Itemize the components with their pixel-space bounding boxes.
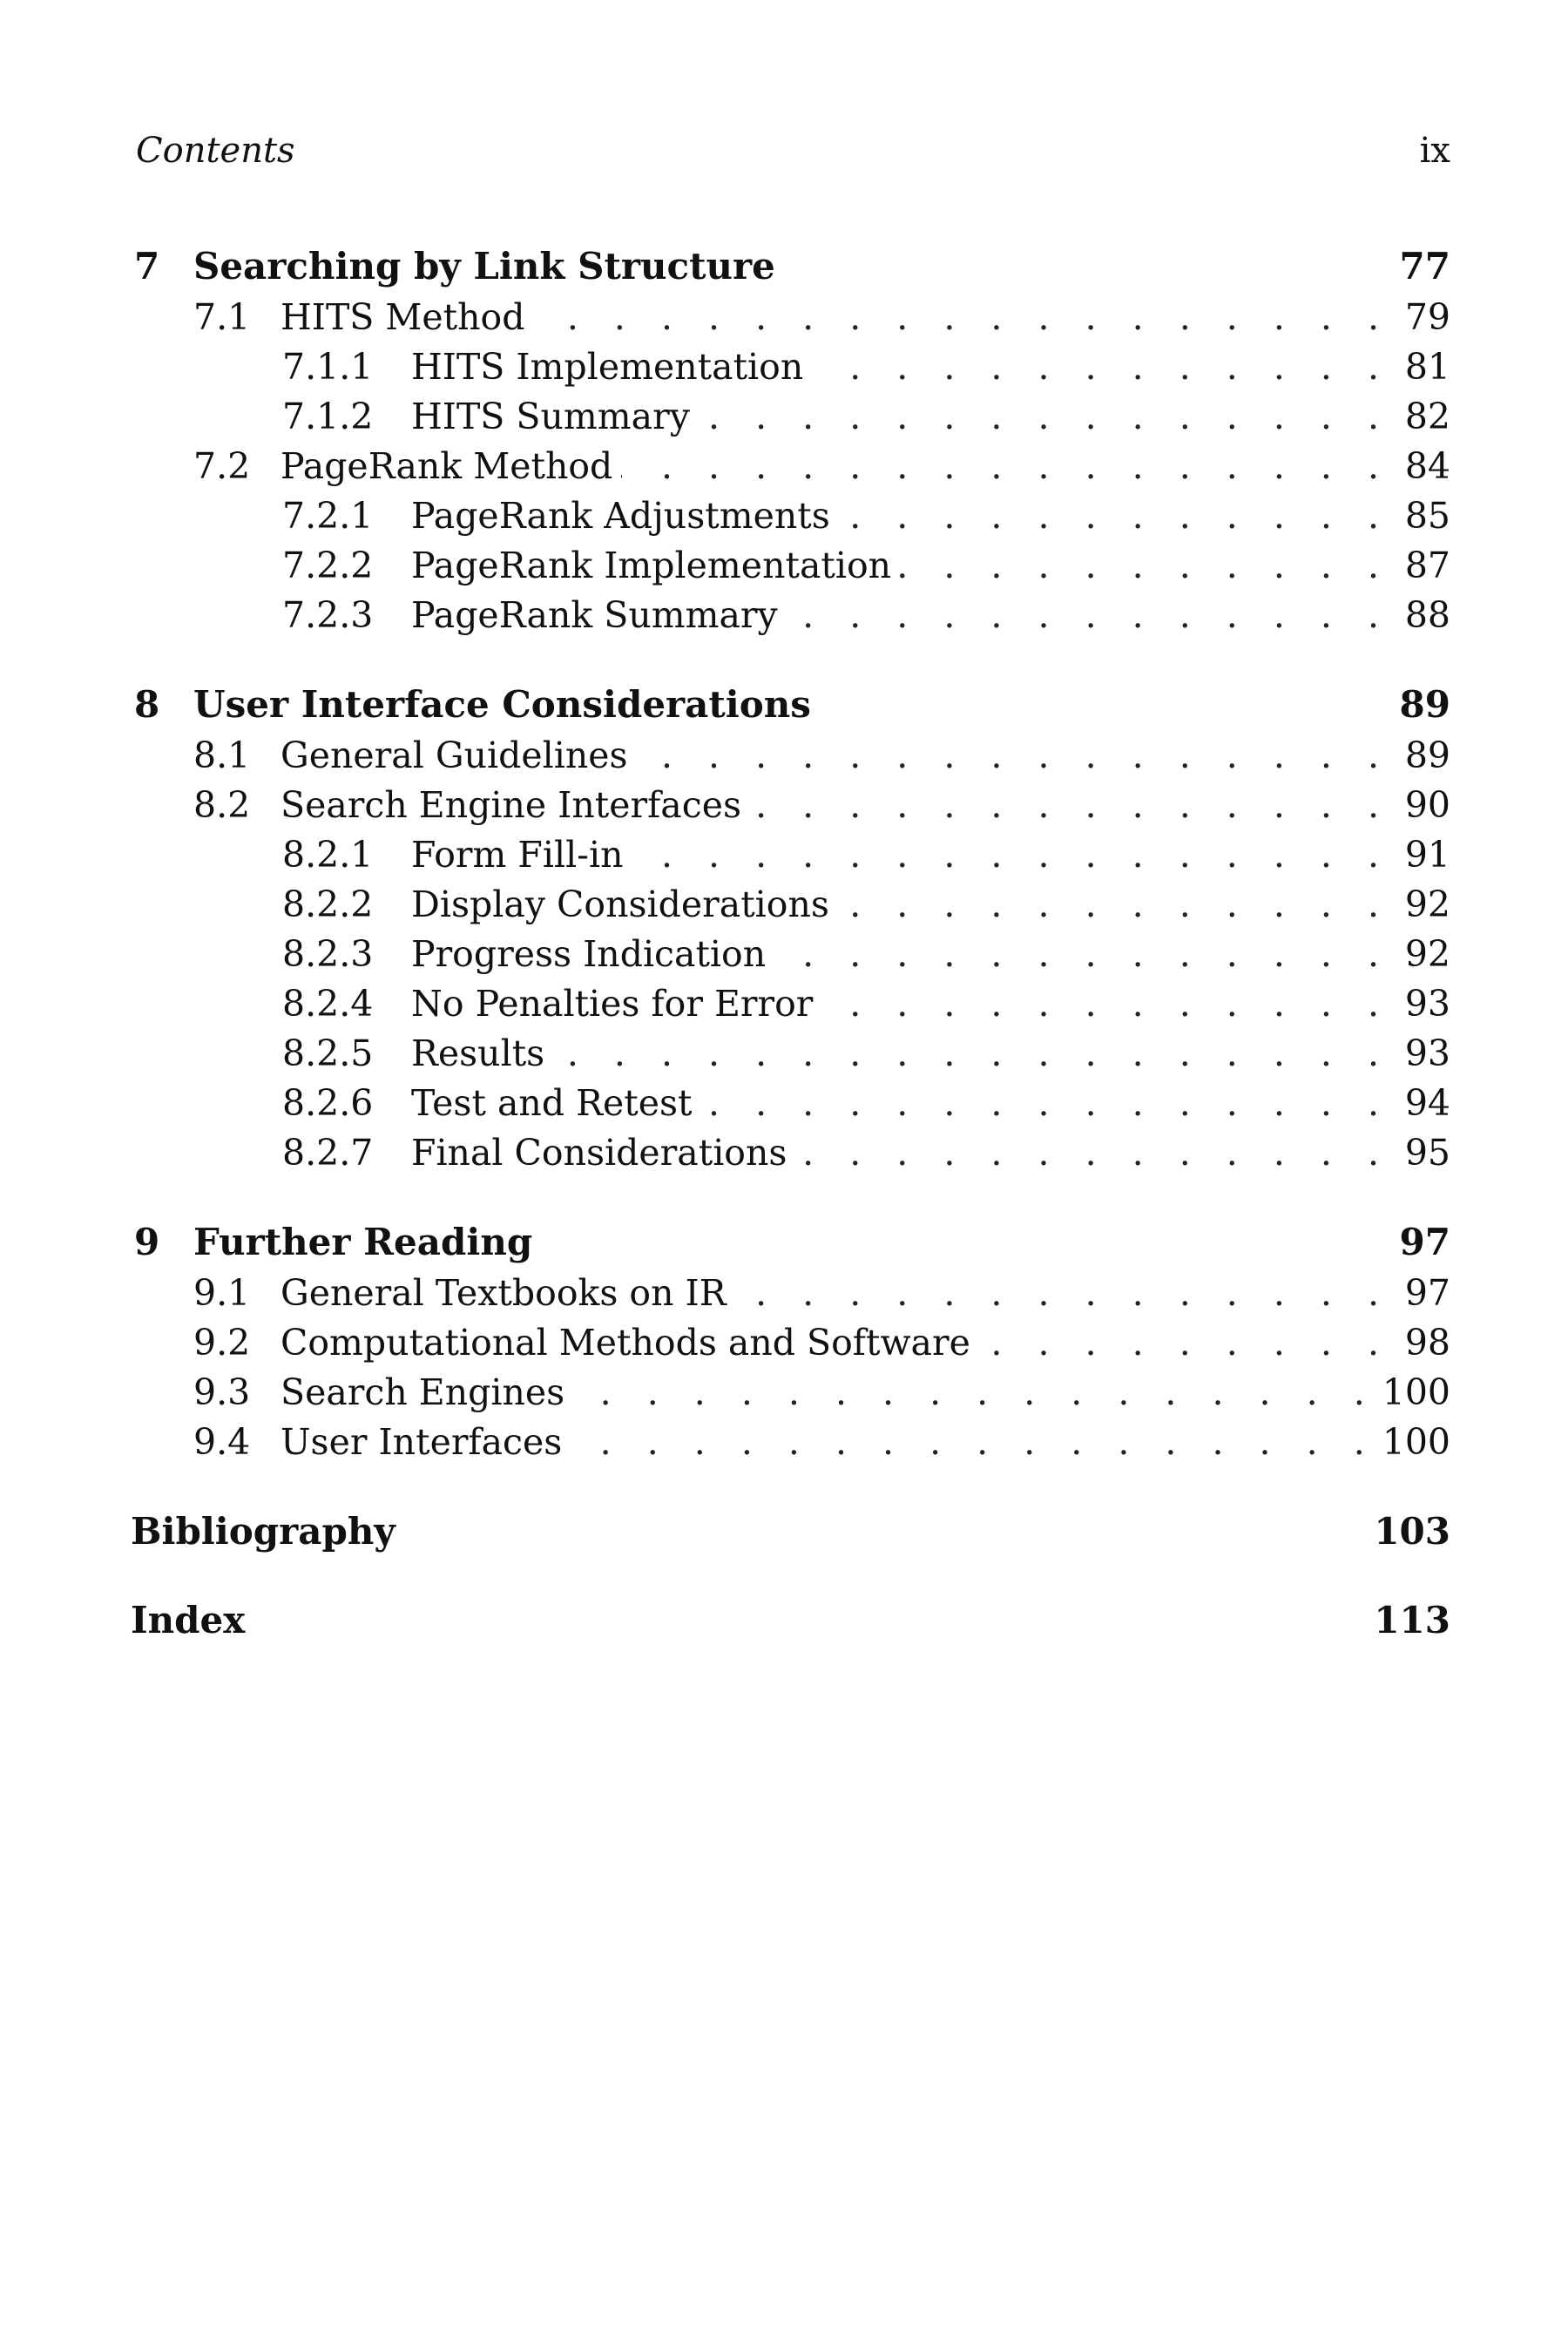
dot-leader [979,1318,1391,1368]
toc-subsection-entry[interactable] [131,342,1450,392]
section-number: 8.1 [193,734,251,776]
section-title: HITS Method [280,296,525,338]
toc-subsection-entry[interactable] [131,591,1450,640]
toc-section-entry[interactable] [131,781,1450,830]
toc-chapter-entry[interactable] [131,679,1450,731]
chapter-number: 8 [134,683,160,726]
subsection-page: 91 [1404,834,1450,876]
section-page: 89 [1404,734,1450,776]
subsection-title: No Penalties for Error [411,983,814,1025]
subsection-title: Test and Retest [411,1082,693,1124]
toc-subsection-entry[interactable] [131,930,1450,979]
toc-index-entry[interactable] [131,1594,1450,1647]
dot-leader [699,392,1391,442]
backmatter-page: 113 [1374,1599,1450,1641]
section-number: 9.4 [193,1421,251,1463]
toc-subsection-entry[interactable] [131,880,1450,930]
toc-chapter-9 [131,1216,1450,1467]
section-number: 9.3 [193,1371,251,1413]
subsection-number: 8.2.7 [282,1132,374,1174]
backmatter-title: Index [131,1599,246,1641]
page [131,122,1450,1683]
toc-section-entry[interactable] [131,442,1450,491]
chapter-number: 7 [134,245,160,288]
toc-section-entry[interactable] [131,1318,1450,1368]
section-title: Computational Methods and Software [280,1322,970,1364]
dot-leader [637,731,1391,781]
subsection-page: 82 [1404,396,1450,437]
subsection-number: 7.1.1 [282,346,374,388]
subsection-page: 88 [1404,594,1450,636]
dot-leader [533,293,1391,342]
section-number: 8.2 [193,784,251,826]
subsection-title: HITS Implementation [411,346,804,388]
toc-subsection-entry[interactable] [131,1079,1450,1128]
backmatter-title: Bibliography [131,1510,395,1553]
dot-leader [573,1368,1377,1418]
subsection-number: 7.2.1 [282,495,374,537]
dot-leader [774,930,1391,979]
section-number: 7.2 [193,445,251,487]
toc-chapter-entry[interactable] [131,1216,1450,1269]
dot-leader [553,1029,1391,1079]
section-number: 9.1 [193,1272,251,1314]
section-title: User Interfaces [280,1421,563,1463]
toc-subsection-entry[interactable] [131,830,1450,880]
dot-leader [571,1418,1376,1467]
toc-backmatter [131,1506,1450,1647]
toc-subsection-entry[interactable] [131,979,1450,1029]
running-title: Contents [136,131,295,171]
chapter-title: Further Reading [193,1221,533,1263]
subsection-page: 92 [1404,883,1450,925]
subsection-number: 8.2.4 [282,983,374,1025]
toc-subsection-entry[interactable] [131,1029,1450,1079]
page-number: ix [1419,131,1450,171]
section-title: Search Engines [280,1371,565,1413]
subsection-page: 92 [1404,933,1450,975]
table-of-contents [131,240,1450,1647]
toc-bibliography-entry[interactable] [131,1506,1450,1558]
section-title: General Textbooks on IR [280,1272,727,1314]
section-title: PageRank Method [280,445,613,487]
dot-leader [839,491,1391,541]
chapter-title: User Interface Considerations [193,683,811,726]
chapter-page: 77 [1399,245,1450,288]
subsection-number: 8.2.2 [282,883,374,925]
dot-leader [621,442,1391,491]
dot-leader [821,979,1391,1029]
section-number: 9.2 [193,1322,251,1364]
section-title: Search Engine Interfaces [280,784,742,826]
subsection-title: Final Considerations [411,1132,787,1174]
subsection-number: 7.1.2 [282,396,374,437]
subsection-title: Form Fill-in [411,834,624,876]
dot-leader [750,781,1391,830]
subsection-number: 8.2.6 [282,1082,374,1124]
subsection-title: PageRank Implementation [411,545,892,586]
toc-section-entry[interactable] [131,731,1450,781]
subsection-page: 81 [1404,346,1450,388]
section-title: General Guidelines [280,734,628,776]
running-header [131,122,1450,174]
subsection-page: 93 [1404,1032,1450,1074]
toc-section-entry[interactable] [131,1269,1450,1318]
section-page: 97 [1404,1272,1450,1314]
subsection-number: 8.2.3 [282,933,374,975]
subsection-title: PageRank Summary [411,594,778,636]
subsection-title: Results [411,1032,545,1074]
toc-subsection-entry[interactable] [131,491,1450,541]
dot-leader [900,541,1391,591]
dot-leader [735,1269,1391,1318]
subsection-number: 7.2.3 [282,594,374,636]
dot-leader [701,1079,1392,1128]
subsection-page: 85 [1404,495,1450,537]
chapter-page: 97 [1399,1221,1450,1263]
section-number: 7.1 [193,296,251,338]
toc-subsection-entry[interactable] [131,1128,1450,1178]
section-page: 100 [1382,1371,1450,1413]
toc-subsection-entry[interactable] [131,541,1450,591]
dot-leader [838,880,1391,930]
toc-chapter-7 [131,240,1450,640]
dot-leader [812,342,1391,392]
subsection-title: Progress Indication [411,933,767,975]
backmatter-page: 103 [1374,1510,1450,1553]
dot-leader [787,591,1391,640]
subsection-page: 95 [1404,1132,1450,1174]
toc-section-entry[interactable] [131,293,1450,342]
subsection-number: 8.2.1 [282,834,374,876]
chapter-page: 89 [1399,683,1450,726]
section-page: 90 [1404,784,1450,826]
subsection-title: HITS Summary [411,396,690,437]
dot-leader [632,830,1391,880]
toc-section-entry[interactable] [131,1368,1450,1418]
toc-chapter-8 [131,679,1450,1178]
subsection-title: Display Considerations [411,883,829,925]
section-page: 84 [1404,445,1450,487]
subsection-number: 8.2.5 [282,1032,374,1074]
chapter-title: Searching by Link Structure [193,245,775,288]
toc-section-entry[interactable] [131,1418,1450,1467]
subsection-page: 87 [1404,545,1450,586]
dot-leader [795,1128,1391,1178]
chapter-number: 9 [134,1221,160,1263]
subsection-page: 94 [1404,1082,1450,1124]
toc-subsection-entry[interactable] [131,392,1450,442]
subsection-number: 7.2.2 [282,545,374,586]
subsection-page: 93 [1404,983,1450,1025]
section-page: 79 [1404,296,1450,338]
section-page: 100 [1382,1421,1450,1463]
toc-chapter-entry[interactable] [131,240,1450,293]
subsection-title: PageRank Adjustments [411,495,830,537]
section-page: 98 [1404,1322,1450,1364]
